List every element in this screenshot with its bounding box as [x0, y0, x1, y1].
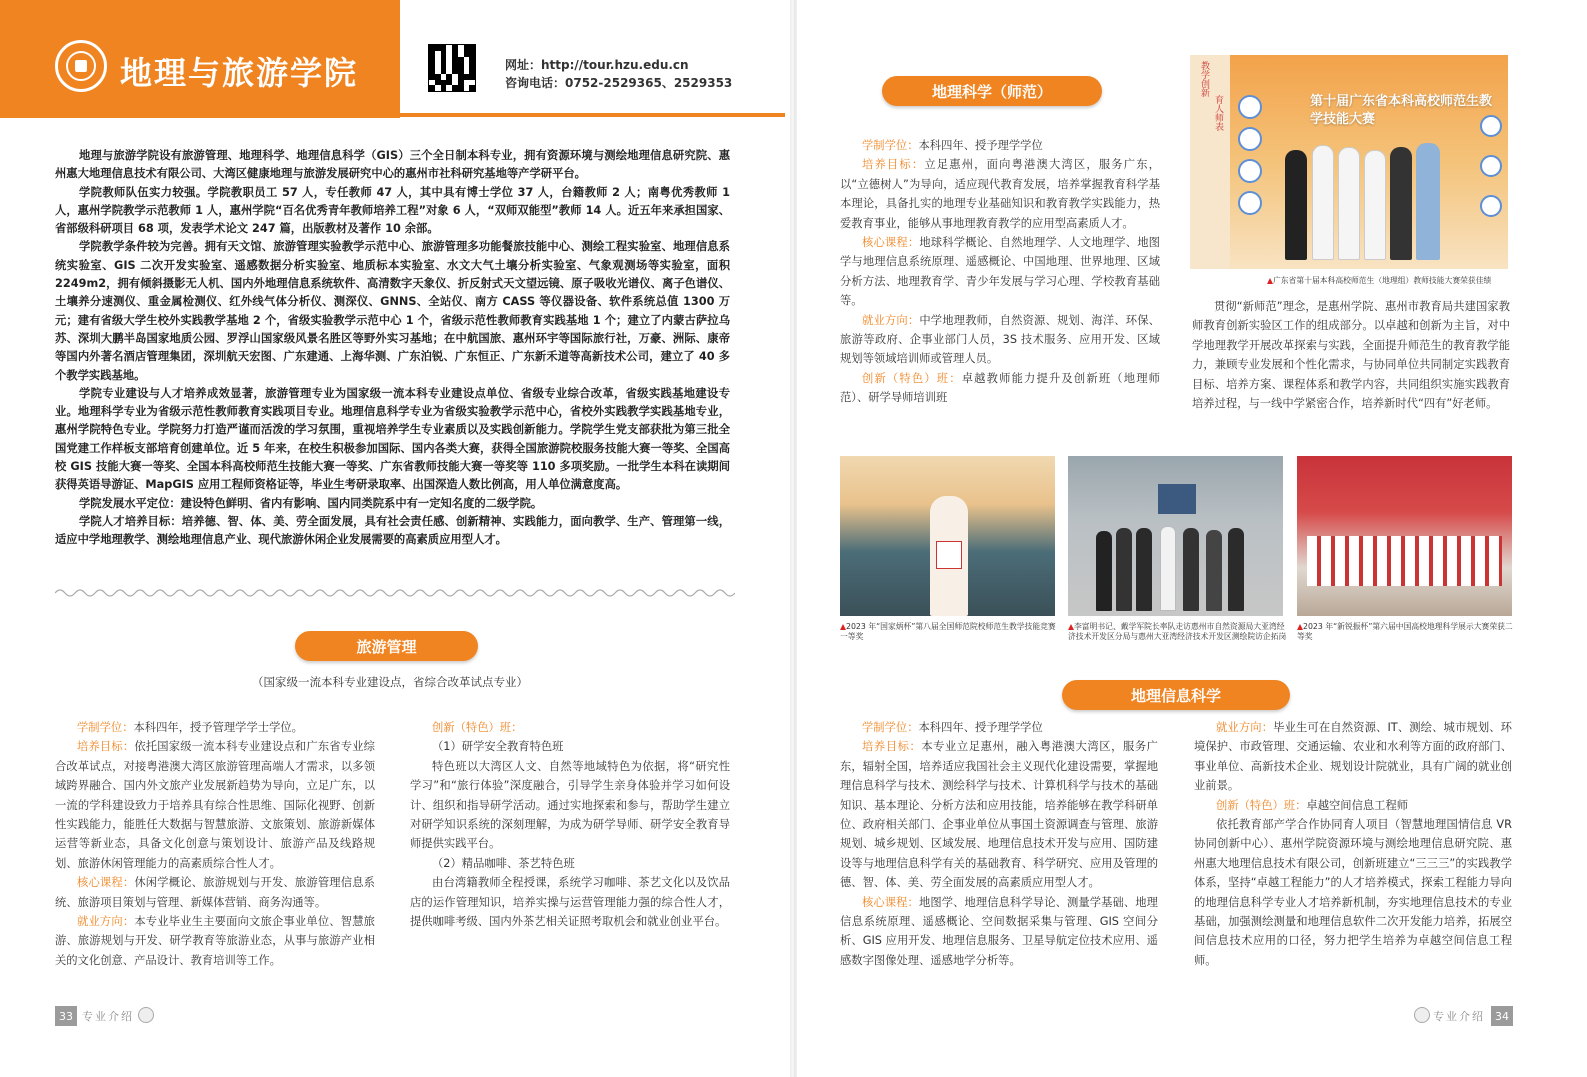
goal-text: 立足惠州，面向粤港澳大湾区，服务广东，以“立德树人”为导向，适应现代教育发展，培养掌握教育科学基本理论，具备扎实的地理专业基础知识和教育教学实践能力，热爱教育事业，能够从事地理教育教学的应用型高素质人才。 [840, 158, 1160, 230]
special-description: 依托教育部产学合作协同育人项目（智慧地理国情信息 VR 协同创新中心）、惠州学院资源环境与测绘地理信息研究院、惠州惠大地理信息技术有限公司，创新班建立“三三三”的实践教学体系，坚持“卓越工程能力”的人才培养模式，探索工程能力导向的地理信息科学专业人才培养新机制，夯实地理信息技术的专业基础，加强测绘测量和地理信息软件二次开发能力培养，拓展空间信息技术应用的口径，努力把学生培养为卓越空间信息工程师。 [1194, 818, 1512, 967]
goal-text: 依托国家级一流本科专业建设点和广东省专业综合改革试点，对接粤港澳大湾区旅游管理高端人才需求，以多领域跨界融合、国内外文旅产业发展新趋势为导向，立足广东，以一流的学科建设致力于培养具有综合性思维、国际化视野、创新性实践能力，能胜任大数据与智慧旅游、文旅策划、旅游新媒体运营等新业态，具备文化创意与策划设计、旅游产品及线路规划、旅游休闲管理能力的高素质综合性人才。 [55, 740, 375, 870]
visit-photo-caption: ▲李富明书记、戴学军院长率队走访惠州市自然资源局大亚湾经济技术开发区分局与惠州大亚湾经济技术开发区测绘院访企拓岗 [1068, 622, 1287, 641]
job-label: 就业方向： [862, 313, 920, 327]
page-number-left: 33 [55, 1006, 77, 1026]
header-rule [400, 113, 785, 117]
header-banner [0, 0, 400, 118]
caption-text: 广东省第十届本科高校师范生（地理组）教师技能大赛荣获佳绩 [1273, 276, 1492, 285]
person-figure [1160, 526, 1176, 611]
right-page [797, 0, 1587, 1077]
competition-photo-caption: ▲广东省第十届本科高校师范生（地理组）教师技能大赛荣获佳绩 [1267, 276, 1492, 285]
degree-text: 本科四年，授予管理学学士学位。 [133, 721, 303, 734]
section-title-gis: 地理信息科学 [1062, 680, 1290, 710]
tourism-column-left [55, 718, 375, 970]
person-figure [1338, 147, 1360, 260]
goal-label: 培养目标： [862, 740, 922, 754]
badge-icon [1238, 95, 1262, 119]
goal-label: 培养目标： [77, 740, 135, 754]
badge-icon [1480, 195, 1502, 217]
section-title-tourism: 旅游管理 [295, 631, 478, 661]
tourism-column-right [410, 718, 730, 931]
badge-icon [1238, 159, 1262, 183]
visit-photo [1068, 456, 1283, 616]
degree-label: 学制学位： [862, 721, 919, 734]
special1-text: 特色班以大湾区人文、自然等地域特色为依据，将“研究性学习”和“旅行体验”深度融合，引导学生亲身体验并学习如何设计、组织和指导研学活动。通过实地探索和参与，帮助学生建立对研学知识系统的深刻理解，为成为研学导师、研学安全教育导师提供实践平台。 [410, 759, 730, 851]
course-label: 核心课程： [862, 236, 920, 250]
footer-label-left: 专业介绍 [82, 1010, 134, 1023]
badge-icon [1480, 155, 1502, 177]
crowd-on-stage [1307, 536, 1502, 586]
gis-column-right [1194, 718, 1512, 970]
gis-column-left [840, 718, 1158, 970]
person-figure [1136, 528, 1152, 611]
geo-science-right-text [1192, 297, 1510, 413]
intro-paragraph: 学院教师队伍实力较强。学院教职员工 57 人，专任教师 47 人，其中具有博士学位 37 人，台籍教师 2 人；南粤优秀教师 1 人，惠州学院教学示范教师 1 人，惠州学院“百名优秀青年教师培养工程”对象 6 人，“双师双能型”教师 14 人。近五年来承担国家、省部级科研项目 68 项，发表学术论文 247 篇，出版教材及著作 10 余部。 [55, 185, 730, 236]
award-photo-2 [1297, 456, 1512, 616]
person-figure [1364, 150, 1386, 260]
intro-paragraph: 学院教学条件较为完善。拥有天文馆、旅游管理实验教学示范中心、旅游管理多功能餐旅技能中心、测绘工程实验室、地理信息系统实验室、GIS 二次开发实验室、遥感数据分析实验室、地质标本实验室、水文大气土壤分析实验室、气象观测场等实验室，面积 2249m2，拥有倾斜摄影无人机、国内外地理信息系统软件、高清数字天象仪、折反射式天文望远镜、原子吸收光谱仪、离子色谱仪、土壤养分速测仪、重金属检测仪、红外线气体分析仪、测深仪、GNNS、全站仪、南方 CASS 等仪器设备、软件系统总值 1300 万元；建有省级大学生校外实践教学基地 2 个，省级实验教学示范中心 1 个，省级示范性教师教育实践基地 1 个；建立了内蒙古萨拉乌苏、深圳大鹏半岛国家地质公园、罗浮山国家级风景名胜区等野外实习基地；在中航国旅、惠州环宇等国际旅行社，万豪、洲际、康帝等国内外著名酒店管理集团，深圳航天宏图、广东建通、上海华测、广东泊锐、广东恒正、广东新禾道等高新技术公司，建立了 40 多个教学实践基地。 [55, 240, 730, 382]
special-text: 卓越教师能力提升及创新班（地理师范）、研学导师培训班 [840, 371, 1160, 405]
special2-title: （2）精品咖啡、茶艺特色班 [432, 856, 575, 870]
course-label: 核心课程： [862, 895, 919, 909]
building-sign-icon [1158, 484, 1196, 514]
wavy-divider [55, 586, 735, 600]
photo-slogan-b: 育人师表 [1213, 95, 1223, 131]
section-title-geo-science: 地理科学（师范） [882, 76, 1102, 106]
college-title: 地理与旅游学院 [120, 54, 359, 92]
qr-module [469, 85, 475, 91]
intro-paragraph: 学院发展水平定位：建设特色鲜明、省内有影响、国内同类院系中有一定知名度的二级学院。 [79, 496, 543, 510]
person-figure [1390, 147, 1412, 260]
special-label: 创新（特色）班： [432, 721, 523, 734]
tourism-subtitle: （国家级一流本科专业建设点，省综合改革试点专业） [252, 675, 528, 689]
certificate-icon [936, 541, 962, 569]
special-label: 创新（特色）班： [862, 371, 962, 385]
degree-label: 学制学位： [77, 721, 134, 734]
photo-banner-text: 第十届广东省本科高校师范生教学技能大赛 [1310, 94, 1493, 127]
footer-dot-icon [138, 1007, 154, 1023]
badge-icon [1480, 115, 1502, 137]
university-logo-icon [55, 40, 107, 92]
intro-paragraph: 地理与旅游学院设有旅游管理、地理科学、地理信息科学（GIS）三个全日制本科专业，拥有资源环境与测绘地理信息研究院、惠州惠大地理信息技术有限公司、大湾区健康地理与旅游发展研究中心的惠州市社科研究基地等产学研平台。 [55, 149, 730, 181]
caption-text: 2023 年“国家炳杯”第八届全国师范院校师范生教学技能竞赛一等奖 [840, 622, 1056, 641]
photo-slogan-a: 教学创新 [1199, 61, 1209, 97]
photo-side-panel [1190, 55, 1230, 269]
page-number-right: 34 [1491, 1006, 1513, 1026]
intro-paragraph: 学院专业建设与人才培养成效显著，旅游管理专业为国家级一流本科专业建设点单位、省级专业综合改革，省级实践基地建设专业。地理科学专业为省级示范性教师教育实践项目专业。地理信息科学专业为省级实验教学示范中心，省校外实践教学实践基地专业，惠州学院特色专业。学院努力打造严谨而活泼的学习氛围，重视培养学生专业素质以及实践创新能力。学院学生党支部获批为第三批全国党建工作样板支部培育创建单位。近 5 年来，在校生积极参加国际、国内各类大赛，获得全国旅游院校服务技能大赛一等奖、全国高校 GIS 技能大赛一等奖、全国本科高校师范生技能大赛一等奖、广东省教师技能大赛一等奖等 110 多项奖励。一批学生本科在读期间获得英语导游证、MapGIS 应用工程师资格证等，毕业生考研录取率、出国深造人数比例高，用人单位满意度高。 [55, 386, 730, 492]
special-label: 创新（特色）班： [1216, 798, 1307, 812]
degree-label: 学制学位： [862, 139, 919, 152]
person-figure [1228, 528, 1244, 611]
job-text: 中学地理教师，自然资源、规划、海洋、环保、旅游等政府、企事业部门人员，3S 技术服务、应用开发、区域规划等领域培训师或管理人员。 [840, 313, 1160, 366]
course-label: 核心课程： [77, 876, 135, 890]
course-text: 休闲学概论、旅游规划与开发、旅游管理信息系统、旅游项目策划与管理、新媒体营销、商务沟通等。 [55, 876, 375, 909]
course-text: 地图学、地理信息科学导论、测量学基础、地理信息系统原理、遥感概论、空间数据采集与管理、GIS 空间分析、GIS 应用开发、地理信息服务、卫星导航定位技术应用、遥感数字图像处理、遥感地学分析等。 [840, 895, 1158, 967]
caption-text: 2023 年“新锐振杯”第六届中国高校地理科学展示大赛荣获二等奖 [1297, 622, 1513, 641]
left-page [0, 0, 790, 1077]
goal-text: 本专业立足惠州，融入粤港澳大湾区，服务广东，辐射全国，培养适应我国社会主义现代化建设需要，掌握地理信息科学与技术、测绘科学与技术、计算机科学与技术的基础知识、基本理论、分析方法和应用技能，培养能够在教学科研单位、政府相关部门、企事业单位从事国土资源调查与管理、旅游规划、城乡规划、区域发展、地理信息技术开发与应用、国防建设等与地理信息科学有关的基础教育、科学研究、应用及管理的德、智、体、美、劳全面发展的高素质应用型人才。 [840, 740, 1158, 890]
person-figure [1416, 143, 1440, 260]
degree-text: 本科四年、授予理学学位 [918, 139, 1043, 152]
website-text[interactable]: 网址：http://tour.hzu.edu.cn [505, 58, 689, 72]
phone-text: 咨询电话：0752-2529365、2529353 [505, 76, 733, 90]
badge-icon [1238, 191, 1262, 215]
degree-text: 本科四年、授予理学学位 [918, 721, 1043, 734]
special-text: 卓越空间信息工程师 [1306, 798, 1409, 812]
person-figure [1096, 531, 1112, 611]
competition-photo [1190, 55, 1508, 269]
footer-dot-icon [1414, 1007, 1430, 1023]
job-text: 毕业生可在自然资源、IT、测绘、城市规划、环境保护、市政管理、交通运输、农业和水利等方面的政府部门、事业单位、高新技术企业、规划设计院就业，具有广阔的就业创业前景。 [1194, 721, 1512, 793]
badge-icon [1238, 127, 1262, 151]
course-text: 地球科学概论、自然地理学、人文地理学、地图学与地理信息系统原理、遥感概论、中国地理、世界地理、区域分析方法、地理教育学、青少年发展与学习心理、学校教育基础等。 [840, 236, 1160, 308]
special1-title: （1）研学安全教育特色班 [432, 740, 564, 754]
person-figure [1206, 530, 1222, 611]
special2-text: 由台湾籍教师全程授课，系统学习咖啡、茶艺文化以及饮品店的运作管理知识，培养实操与运营管理能力强的综合性人才，提供咖啡考级、国内外茶艺相关证照考取机会和就业创业平台。 [410, 876, 730, 929]
job-label: 就业方向： [77, 915, 135, 929]
person-figure [1285, 150, 1307, 260]
job-text: 本专业毕业生主要面向文旅企事业单位、智慧旅游、旅游规划与开发、研学教育等旅游业态，从事与旅游产业相关的文化创意、产品设计、教育培训等工作。 [55, 915, 375, 967]
goal-label: 培养目标： [862, 158, 925, 172]
award-photo-1-caption: ▲2023 年“国家炳杯”第八届全国师范院校师范生教学技能竞赛一等奖 [840, 622, 1056, 641]
job-label: 就业方向： [1216, 721, 1274, 734]
footer-label-right: 专业介绍 [1433, 1010, 1485, 1023]
person-figure [1183, 528, 1199, 611]
award-photo-2-caption: ▲2023 年“新锐振杯”第六届中国高校地理科学展示大赛荣获二等奖 [1297, 622, 1513, 641]
person-figure [1116, 528, 1132, 611]
geo-science-column [840, 136, 1160, 408]
award-photo-1 [840, 456, 1055, 616]
intro-text [55, 147, 730, 550]
qr-code-icon[interactable] [428, 44, 476, 92]
caption-text: 李富明书记、戴学军院长率队走访惠州市自然资源局大亚湾经济技术开发区分局与惠州大亚湾经济技术开发区测绘院访企拓岗 [1068, 622, 1287, 641]
contact-info [505, 56, 732, 92]
geo-science-description: 贯彻“新师范”理念，是惠州学院、惠州市教育局共建国家教师教育创新实验区工作的组成部分。以卓越和创新为主旨，对中学地理教学开展改革探索与实践，全面提升师范生的教育教学能力，兼顾专业发展和个性化需求，与协同单位共同制定实践教育目标、培养方案、课程体系和教学内容，共同组织实施实践教育培养过程，与一线中学紧密合作，培养新时代“四有”好老师。 [1192, 300, 1510, 411]
person-figure [1312, 145, 1334, 260]
intro-paragraph: 学院人才培养目标：培养德、智、体、美、劳全面发展，具有社会责任感、创新精神、实践能力，面向教学、生产、管理第一线，适应中学地理教学、测绘地理信息产业、现代旅游休闲企业发展需要的高素质应用型人才。 [55, 514, 730, 547]
